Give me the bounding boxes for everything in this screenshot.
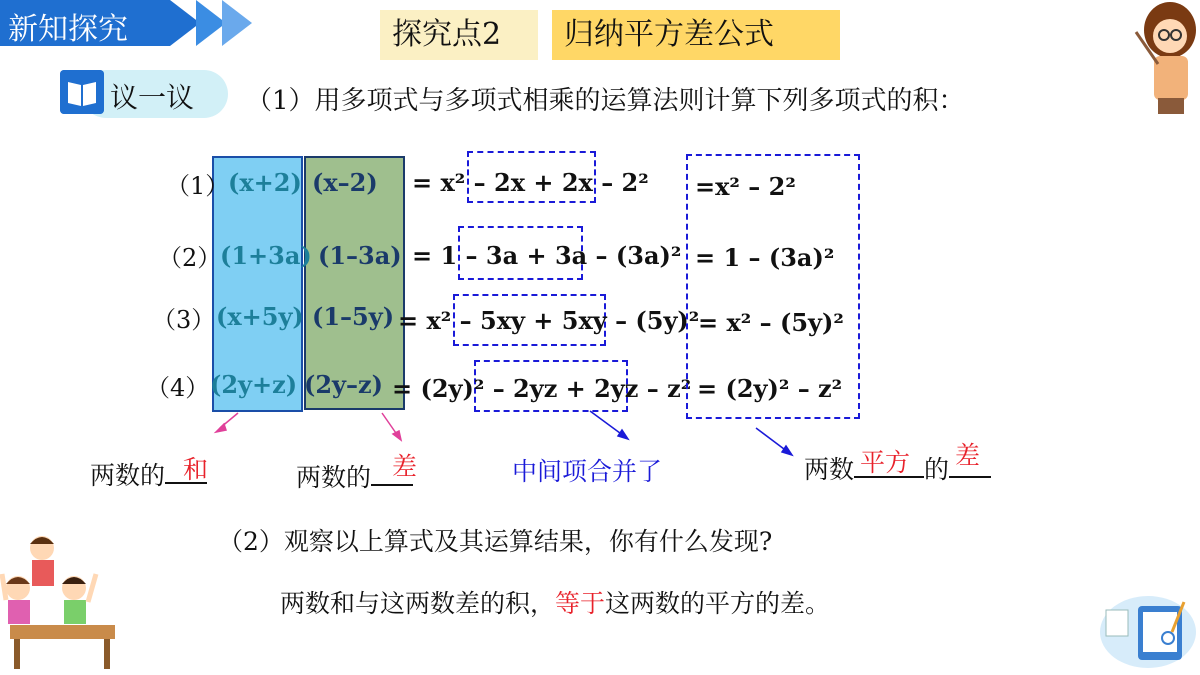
result: = 1 – (3a)² (695, 243, 835, 272)
topic-label: 归纳平方差公式 (552, 10, 840, 60)
question-1-text: （1）用多项式与多项式相乘的运算法则计算下列多项式的积： (246, 86, 965, 116)
answer-part-1: 两数和与这两数差的积， (280, 589, 556, 618)
sum-prefix: 两数的 (90, 461, 166, 490)
discuss-label: 议一议 (110, 81, 195, 114)
result: = x² – (5y)² (698, 308, 844, 337)
first-factor: (2y+z) (210, 370, 298, 399)
blue-arrow-middle (590, 411, 628, 439)
math-tablet-illustration (1098, 582, 1198, 672)
answer-part-2: 等于 (555, 589, 606, 618)
blue-arrow-result (756, 428, 792, 455)
square-fill-2: 差 (955, 441, 981, 470)
square-prefix: 两数 (804, 455, 855, 484)
pink-arrow-sum (216, 413, 238, 432)
expansion: = (2y)² – 2yz + 2yz – z² (392, 374, 692, 403)
question-2: （2）观察以上算式及其运算结果，你有什么发现? (218, 527, 773, 556)
row-number: （4） (146, 374, 210, 402)
second-factor: (2y–z) (304, 370, 383, 399)
middle-note: 中间项合并了 (512, 457, 663, 486)
row-number: （3） (152, 306, 216, 334)
expansion: = x² – 2x + 2x – 2² (412, 168, 649, 197)
first-factor: (x+5y) (216, 302, 304, 331)
diff-prefix: 两数的 (296, 463, 372, 492)
row-number: （1） (166, 172, 230, 200)
expansion: = 1 – 3a + 3a – (3a)² (412, 241, 682, 270)
diff-fill: 差 (392, 452, 418, 481)
second-factor: (x–2) (312, 168, 378, 197)
square-mid: 的 (924, 455, 950, 484)
second-factor: (1–5y) (312, 302, 395, 331)
answer-part-3: 这两数的平方的差。 (605, 589, 831, 618)
square-fill: 平方 (860, 448, 911, 477)
expansion: = x² – 5xy + 5xy – (5y)² (398, 306, 700, 335)
result: =x² – 2² (695, 172, 796, 201)
second-factor: (1–3a) (318, 241, 402, 270)
answer (280, 584, 830, 620)
point-label: 探究点2 (380, 10, 538, 60)
section-title: 新知探究 (8, 12, 128, 47)
students-illustration (0, 530, 120, 675)
row-number: （2） (158, 244, 222, 272)
first-factor: (1+3a) (220, 241, 312, 270)
pink-arrow-diff (382, 413, 401, 440)
sum-fill: 和 (183, 455, 209, 484)
result: = (2y)² – z² (697, 374, 843, 403)
first-factor: (x+2) (228, 168, 302, 197)
